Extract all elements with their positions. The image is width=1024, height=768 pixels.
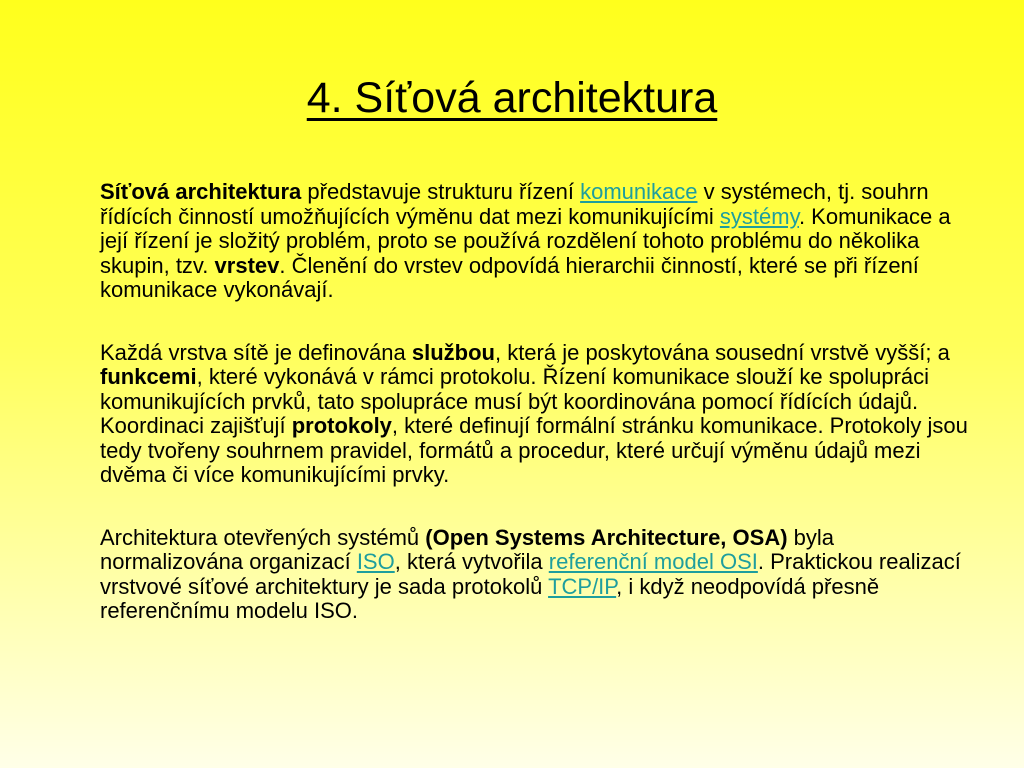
term-protokoly: protokoly	[291, 413, 392, 438]
paragraph-architecture	[100, 180, 972, 303]
slide-content	[100, 180, 972, 662]
text-segment: , která vytvořila	[394, 549, 549, 574]
slide-title-text: 4. Síťová architektura	[306, 74, 718, 122]
text-segment: představuje strukturu řízení	[301, 179, 581, 204]
term-funkcemi: funkcemi	[100, 364, 197, 389]
text-segment: . Členění do vrstev odpovídá hierarchii činností, které se při řízení komunikace vykonávají.	[100, 252, 919, 302]
link-osi-model[interactable]: referenční model OSI	[548, 549, 758, 574]
text-segment: v systémech, tj. souhrn řídících činností umožňujících výměnu dat mezi komunikujícími	[100, 179, 929, 229]
term-vrstev: vrstev	[214, 252, 280, 278]
text-segment: . Praktickou realizací vrstvové síťové architektury je sada protokolů	[100, 549, 961, 599]
text-segment: , i když neodpovídá přesně referenčnímu modelu ISO.	[100, 573, 880, 623]
paragraph-layers	[100, 341, 972, 488]
text-segment: . Komunikace a její řízení je složitý problém, proto se používá rozdělení tohoto problému do několika skupin, tzv.	[100, 203, 951, 278]
slide-title	[0, 70, 1024, 126]
link-iso[interactable]: ISO	[356, 549, 395, 574]
text-segment: byla normalizována organizací	[100, 524, 835, 574]
link-komunikace[interactable]: komunikace	[580, 179, 698, 204]
text-segment: Architektura otevřených systémů	[100, 524, 426, 550]
term-sluzbou: službou	[411, 339, 495, 365]
text-segment: , která je poskytována sousední vrstvě vyšší; a	[494, 339, 950, 365]
term-osa: (Open Systems Architecture, OSA)	[425, 524, 788, 550]
paragraph-osa	[100, 526, 972, 624]
link-tcp-ip[interactable]: TCP/IP	[548, 573, 617, 599]
term-network-architecture: Síťová architektura	[100, 179, 302, 204]
link-systemy[interactable]: systémy	[719, 203, 799, 229]
text-segment: Každá vrstva sítě je definována	[100, 339, 412, 365]
text-segment: , které vykonává v rámci protokolu. Řízení komunikace slouží ke spolupráci komunikujících prvků, tato spolupráce musí být koordinována pomocí řídících údajů. Koordinaci zajišťují	[100, 364, 930, 438]
text-segment: , které definují formální stránku komunikace. Protokoly jsou tedy tvořeny souhrnem pravidel, formátů a procedur, které určují výměnu údajů mezi dvěma či více komunikujícími prvky.	[100, 413, 968, 487]
